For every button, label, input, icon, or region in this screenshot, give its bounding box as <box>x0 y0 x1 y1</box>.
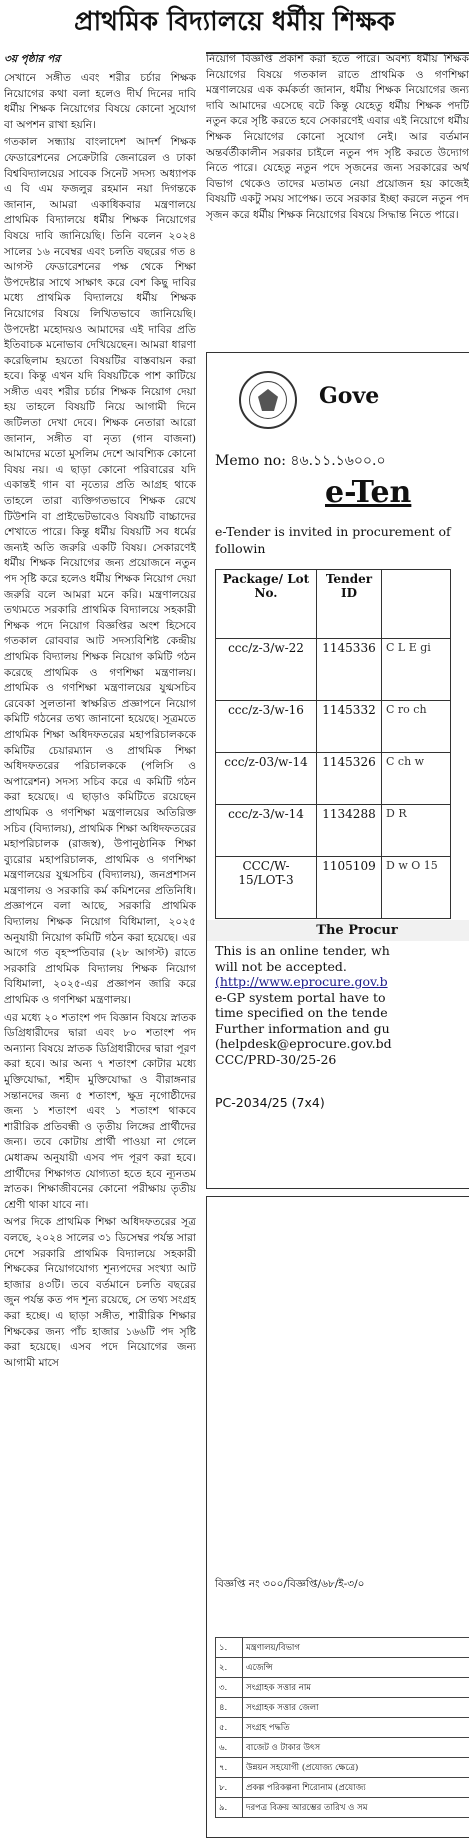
table-row <box>216 1658 469 1678</box>
table-row <box>216 1678 469 1698</box>
tender-id-cell: 1145326 <box>317 753 382 805</box>
article-paragraph: নিয়োগ বিজ্ঞপ্তি প্রকাশ করা হতে পারে। অবশ্য ধর্মীয় শিক্ষক নিয়োগের বিষয়ে গতকাল রাতে প্রাথমিক ও গণশিক্ষা মন্ত্রণালয়ের এক কর্মকর্তা জানান, ধর্মীয় শিক্ষক নিয়োগের জন্য দাবি আমাদের এসেছে বটে কিন্তু যেহেতু ধর্মীয় শিক্ষক পদটি নতুন করে সৃষ্টি করতে হবে সেকারণেই এবার এই নিয়োগে ধর্মীয় শিক্ষক নিয়োগের কোনো সুযোগ নেই। আর বর্তমান অন্তর্বর্তীকালীন সরকার চাইলে নতুন পদ সৃষ্টি করতে উদ্যোগ নিতে পারে। যেহেতু নতুন পদে সৃজনের জন্য সরকারের অর্থ বিভাগ থেকেও তাদের মতামত নেয়া প্রয়োজন হয় কাজেই বিষয়টি একটু সময় সাপেক্ষ। তবে সরকার ইচ্ছা করলে নতুন পদ সৃজন করে ধর্মীয় শিক্ষক নিয়োগের বিষয়ে সিদ্ধান্ত নিতে পারে। <box>206 52 469 224</box>
column-header: Package/ Lot No. <box>216 570 317 639</box>
description-cell: C ro ch <box>382 701 451 753</box>
tender-id-cell: 1134288 <box>317 805 382 857</box>
notice-line: will not be accepted. <box>215 959 469 975</box>
table-row <box>216 1718 469 1738</box>
table-row <box>216 805 451 857</box>
row-number: ৭. <box>216 1758 243 1778</box>
invitation-text: e-Tender is invited in procurement of followin <box>215 523 469 557</box>
notice-line: This is an online tender, wh <box>215 943 469 959</box>
description-cell: C L E gi <box>382 639 451 701</box>
notice-line: Further information and gu <box>215 1021 469 1037</box>
table-row <box>216 1738 469 1758</box>
notice-line: time specified on the tende <box>215 1005 469 1021</box>
description-cell: D R <box>382 805 451 857</box>
tender-id-cell: 1145332 <box>317 701 382 753</box>
row-number: ৮. <box>216 1778 243 1798</box>
table-row <box>216 857 451 919</box>
government-heading: Gove <box>319 383 379 409</box>
tender-id-cell: 1145336 <box>317 639 382 701</box>
row-number: ১. <box>216 1638 243 1658</box>
notice-advertisement <box>206 1196 469 1838</box>
etender-heading: e-Ten <box>325 475 411 510</box>
bengali-tender-advertisement <box>206 52 469 54</box>
table-row <box>216 701 451 753</box>
package-cell: CCC/W-15/LOT-3 <box>216 857 317 919</box>
row-label: সংগ্রাহক সত্তার নাম <box>243 1678 469 1698</box>
package-cell: ccc/z-3/w-14 <box>216 805 317 857</box>
tender-table <box>215 569 451 919</box>
table-row <box>216 1758 469 1778</box>
row-label: সংগ্রহ পদ্ধতি <box>243 1718 469 1738</box>
helpdesk-email: (helpdesk@eprocure.gov.bd <box>215 1036 469 1052</box>
column-header <box>382 570 451 639</box>
row-label: প্রকল্প পরিকল্পনা শিরোনাম (প্রযোজ্য <box>243 1778 469 1798</box>
row-number: ২. <box>216 1658 243 1678</box>
article-paragraph: এর মধ্যে ২০ শতাংশ পদ বিজ্ঞান বিষয়ে স্নাতক ডিগ্রিধারীদের দ্বারা এবং ৮০ শতাংশ পদ অন্যান্য বিষয়ে স্নাতক ডিগ্রিধারীদের দ্বারা পূরণ করা হবে। আর অন্য ৭ শতাংশ কোটার মধ্যে মুক্তিযোদ্ধা, শহীদ মুক্তিযোদ্ধা ও বীরাঙ্গনার সন্তানদের জন্য ৫ শতাংশ, ক্ষুদ্র নৃগোষ্ঠীদের জন্য ১ শতাংশ এবং ১ শতাংশ থাকবে শারীরিক প্রতিবন্ধী ও তৃতীয় লিঙ্গের প্রার্থীদের জন্য। তবে কোটায় প্রার্থী পাওয়া না গেলে মেধাক্রম অনুযায়ী এসব পদ পূরণ করা হবে। প্রার্থীদের শিক্ষাগত যোগ্যতা হতে হবে ন্যূনতম স্নাতক। শিক্ষাজীবনের কোনো পরীক্ষায় তৃতীয় শ্রেণী থাকা যাবে না। <box>4 1011 196 1214</box>
row-label: দরপত্র বিক্রয় আরম্ভের তারিখ ও সম <box>243 1798 469 1818</box>
pc-code: PC-2034/25 (7x4) <box>215 1095 325 1110</box>
table-row <box>216 639 451 701</box>
package-cell: ccc/z-3/w-22 <box>216 639 317 701</box>
row-label: উন্নয়ন সহযোগী (প্রযোজ্য ক্ষেত্রে) <box>243 1758 469 1778</box>
continued-from-label: ৩য় পৃষ্ঠার পর <box>4 52 196 69</box>
row-number: ৪. <box>216 1698 243 1718</box>
city-corporation-seal-icon <box>239 371 297 429</box>
tender-id-cell: 1105109 <box>317 857 382 919</box>
article-paragraph: অপর দিকে প্রাথমিক শিক্ষা অধিদফতরের সূত্র বলছে, ২০২৪ সালের ৩১ ডিসেম্বর পর্যন্ত সারা দেশে সরকারি প্রাথমিক বিদ্যালয়ে সহকারী শিক্ষকের নিয়োগযোগ্য শূন্যপদের সংখ্যা আট হাজার ৪৩টি। তবে বর্তমানে চলতি বছরের জুন পর্যন্ত কত পদ শূন্য রয়েছে, সে তথ্য সংগ্রহ করা হচ্ছে। এ ছাড়া সঙ্গীত, শারীরিক শিক্ষার শিক্ষকের জন্য পাঁচ হাজার ১৬৬টি পদ সৃষ্টি করা হয়েছে। এসব পদে নিয়োগের জন্য আগামী মাসে <box>4 1215 196 1371</box>
package-cell: ccc/z-3/w-16 <box>216 701 317 753</box>
description-cell: C ch w <box>382 753 451 805</box>
column-header: Tender ID <box>317 570 382 639</box>
row-label: এজেন্সি <box>243 1658 469 1678</box>
notice-line: e-GP system portal have to <box>215 990 469 1006</box>
description-cell: D w O 15 <box>382 857 451 919</box>
notice-table <box>215 1637 469 1818</box>
table-row <box>216 1698 469 1718</box>
table-row <box>216 753 451 805</box>
row-number: ৬. <box>216 1738 243 1758</box>
row-label: বাজেট ও টাকার উৎস <box>243 1738 469 1758</box>
headline: প্রাথমিক বিদ্যালয়ে ধর্মীয় শিক্ষক <box>0 0 469 48</box>
eprocure-link[interactable]: (http://www.eprocure.gov.b <box>215 974 388 989</box>
row-label: মন্ত্রণালয়/বিভাগ <box>243 1638 469 1658</box>
table-row <box>216 1778 469 1798</box>
tender-advertisement <box>206 352 469 1189</box>
row-number: ৩. <box>216 1678 243 1698</box>
reference-number: CCC/PRD-30/25-26 <box>215 1052 469 1068</box>
article-paragraph: গতকাল সন্ধ্যায় বাংলাদেশ আদর্শ শিক্ষক ফেডারেশনের সেক্রেটারি জেনারেল ও ঢাকা বিশ্ববিদ্যালয়ের সাবেক সিনেট সদস্য অধ্যাপক এ বি এম ফজলুর রহমান নয়া দিগন্তকে জানান, আমরা একাধিকবার মন্ত্রণালয়ে প্রাথমিক বিদ্যালয়ে ধর্মীয় শিক্ষক নিয়োগের বিষয়ে দাবি জানিয়েছি। তিনি বলেন ২০২৪ সালের ১৬ নবেম্বর এবং চলতি বছরের গত ৪ আগস্ট ফেডারেশনের পক্ষ থেকে শিক্ষা উপদেষ্টার সাথে সাক্ষাৎ করে বেশ কিছু দাবির মধ্যে প্রাথমিক বিদ্যালয়ে ধর্মীয় শিক্ষক নিয়োগের বিষয়ে লিখিতভাবে জানিয়েছি। উপদেষ্টা মহোদয়ও আমাদের এই দাবির প্রতি ইতিবাচক মনোভাব দেখিয়েছেন। আমরা ধারণা করেছিলাম হয়তো বিষয়টির বাস্তবায়ন করা হবে। কিন্তু এখন যদি বিষয়টিকে পাশ কাটিয়ে সঙ্গীত এবং শরীর চর্চার শিক্ষক নিয়োগ দেয়া হয় তাহলে বিষয়টি নিয়ে আগামী দিনে জটিলতা দেখা দেবে। শিক্ষক নেতারা আরো জানান, সঙ্গীত বা নৃত্য (গান বাজনা) আমাদের মতো মুসলিম দেশে আবশ্যিক কোনো বিষয় নয়। এ ছাড়া কোনো পরিবারের যদি একান্তই গান বা নৃত্যের প্রতি আগ্রহ থাকে তাহলে তারা ব্যক্তিগতভাবে শিক্ষক রেখে টিউশনি বা প্রাইভেটভাবেও বিষয়টি বাচ্চাদের শেখাতে পারে। কিন্তু ধর্মীয় বিষয়টি সব ধর্মের জন্যই অতি জরুরি একটি বিষয়। সেকারণেই ধর্মীয় শিক্ষক নিয়োগের জন্য প্রয়োজনে নতুন পদ সৃষ্টি করে হলেও ধর্মীয় শিক্ষক নিয়োগ দেয়া জরুরি বলে আমরা মনে করি। মন্ত্রণালয়ের তথ্যমতে সরকারি প্রাথমিক বিদ্যালয়ে সহকারী শিক্ষক পদে নিয়োগ বিজ্ঞপ্তির অংশ হিসেবে গতকাল রোববার আট সদস্যবিশিষ্ট কেন্দ্রীয় প্রাথমিক বিদ্যালয় শিক্ষক নিয়োগ কমিটি গঠন করেছে প্রাথমিক ও গণশিক্ষা মন্ত্রণালয়। প্রাথমিক ও গণশিক্ষা মন্ত্রণালয়ের যুগ্মসচিব রেবেকা সুলতানা স্বাক্ষরিত প্রজ্ঞাপনে নিয়োগ কমিটি গঠনের তথ্য জানানো হয়েছে। সূত্রমতে প্রাথমিক শিক্ষা অধিদফতরের মহাপরিচালককে কমিটির চেয়ারম্যান ও প্রাথমিক শিক্ষা অধিদফতরের পরিচালককে (পলিসি ও অপারেশন) সদস্য সচিব করে এ কমিটি গঠন করা হয়েছে। এ ছাড়াও কমিটিতে রয়েছেন প্রাথমিক ও গণশিক্ষা মন্ত্রণালয়ের অতিরিক্ত সচিব (বিদ্যালয়), প্রাথমিক শিক্ষা অধিদফতরের মহাপরিচালক (রাজস্ব), উপানুষ্ঠানিক শিক্ষা ব্যুরোর মহাপরিচালক, প্রাথমিক ও গণশিক্ষা মন্ত্রণালয়ের যুগ্মসচিব (বিদ্যালয়), জনপ্রশাসন মন্ত্রণালয় ও সরকারি কর্ম কমিশনের প্রতিনিধি। প্রজ্ঞাপনে বলা আছে, সরকারি প্রাথমিক বিদ্যালয় শিক্ষক নিয়োগ বিধিমালা, ২০২৫ অনুযায়ী নিয়োগ কমিটি গঠন করা হয়েছে। এর আগে গত বৃহস্পতিবার (২৮ আগস্ট) রাতে সরকারি প্রাথমিক বিদ্যালয় শিক্ষক নিয়োগ বিধিমালা, ২০২৫-এর প্রজ্ঞাপন জারি করে প্রাথমিক ও গণশিক্ষা মন্ত্রণালয়। <box>4 135 196 1008</box>
article-paragraph: সেখানে সঙ্গীত এবং শরীর চর্চার শিক্ষক নিয়োগের কথা বলা হলেও দীর্ঘ দিনের দাবি ধর্মীয় শিক্ষক নিয়োগের বিষয়ে কোনো সুযোগ বা অপশন রাখা হয়নি। <box>4 71 196 133</box>
package-cell: ccc/z-03/w-14 <box>216 753 317 805</box>
online-tender-notice <box>215 943 469 1067</box>
memo-number: Memo no: ৪৬.১১.১৬০০.০ <box>215 449 386 473</box>
notice-memo-number: বিজ্ঞপ্তি নং ৩০০/বিজ্ঞপ্তি/৬৮/ই-৩/০ <box>215 1577 364 1594</box>
article-left-column <box>4 52 196 1827</box>
row-number: ৫. <box>216 1718 243 1738</box>
row-number: ৯. <box>216 1798 243 1818</box>
table-row <box>216 1638 469 1658</box>
procuring-entity-label: The Procur <box>207 920 469 941</box>
row-label: সংগ্রাহক সত্তার জেলা <box>243 1698 469 1718</box>
table-row <box>216 1798 469 1818</box>
